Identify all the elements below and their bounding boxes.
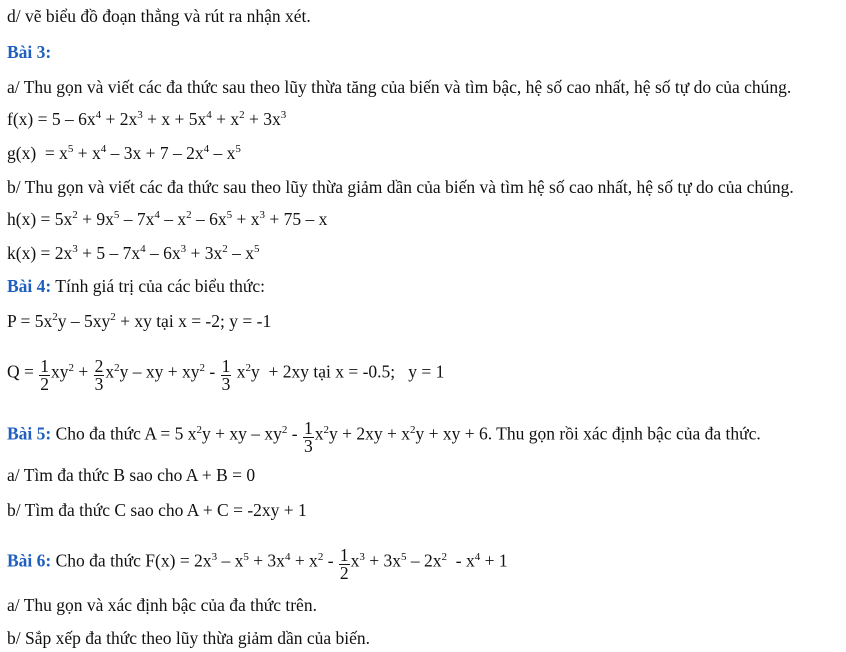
bai4-title: Bài 4:	[7, 276, 52, 296]
bai5-statement: Bài 5: Cho đa thức A = 5 $x^2y$ + xy – $xy^2$ - $\frac{1}{3}$ $x^2y + 2xy + x^2y$ + xy + 6. Thu gọn rồi xác định bậc của đa thức.	[7, 418, 761, 456]
bai4-heading: Bài 4: Tính giá trị của các biểu thức:	[7, 276, 265, 296]
bai5-title: Bài 5:	[7, 423, 52, 444]
fraction-1-3-b: $\frac{1}{3}$	[303, 418, 313, 456]
expr-p: $P = 5x^2y - 5xy^2$ + xy tại x = -2; y = -1	[7, 311, 272, 331]
bai6-title: Bài 6:	[7, 550, 52, 571]
bai3-part-b: b/ Thu gọn và viết các đa thức sau theo lũy thừa giảm dần của biến và tìm hệ số cao nhất, hệ số tự do của chúng.	[7, 177, 794, 197]
bai6-part-a: a/ Thu gọn và xác định bậc của đa thức trên.	[7, 595, 317, 615]
expr-q: Q = $\frac{1}{2}$ $xy^2$ + $\frac{2}{3}$ $x^2y$ – xy + $xy^2$ - $\frac{1}{3}$ $x^2y + 2xy$ tại x = -0.5; y = 1	[7, 356, 445, 394]
bai6-part-b: b/ Sắp xếp đa thức theo lũy thừa giảm dần của biến.	[7, 628, 371, 648]
bai3-part-a: a/ Thu gọn và viết các đa thức sau theo lũy thừa tăng của biến và tìm bậc, hệ số cao nhất, hệ số tự do của chúng.	[7, 77, 792, 97]
fraction-1-2-b: $\frac{1}{2}$	[339, 545, 349, 583]
bai3-heading	[7, 42, 51, 62]
fraction-1-3: $\frac{1}{3}$	[221, 356, 231, 394]
formula-f: $f(x) = 5 - 6x^4 + 2x^3 + x + 5x^4 + x^2 + 3x^3$	[7, 109, 287, 129]
formula-k: $k(x) = 2x^3 + 5 - 7x^4 - 6x^3 + 3x^2 - x^5$	[7, 243, 260, 263]
bai5-part-a: a/ Tìm đa thức B sao cho A + B = 0	[7, 465, 256, 485]
bai5-part-b: b/ Tìm đa thức C sao cho A + C = -2xy + 1	[7, 500, 307, 520]
fraction-2-3: $\frac{2}{3}$	[94, 356, 104, 394]
formula-g: $g(x) = x^5 + x^4 - 3x + 7 - 2x^4 - x^5$	[7, 143, 241, 163]
bai3-title: Bài 3:	[7, 42, 52, 62]
bai6-statement: Bài 6: Cho đa thức $F(x) = 2x^3 - x^5 + 3x^4 + x^2$ - $\frac{1}{2}$ $x^3 + 3x^5 - 2x^2 - x^4 + 1$	[7, 545, 508, 583]
fraction-1-2: $\frac{1}{2}$	[40, 356, 50, 394]
intro-line: d/ vẽ biểu đồ đoạn thẳng và rút ra nhận xét.	[7, 6, 311, 26]
formula-h: $h(x) = 5x^2 + 9x^5 - 7x^4 - x^2 - 6x^5 + x^3 + 75 - x$	[7, 209, 328, 229]
